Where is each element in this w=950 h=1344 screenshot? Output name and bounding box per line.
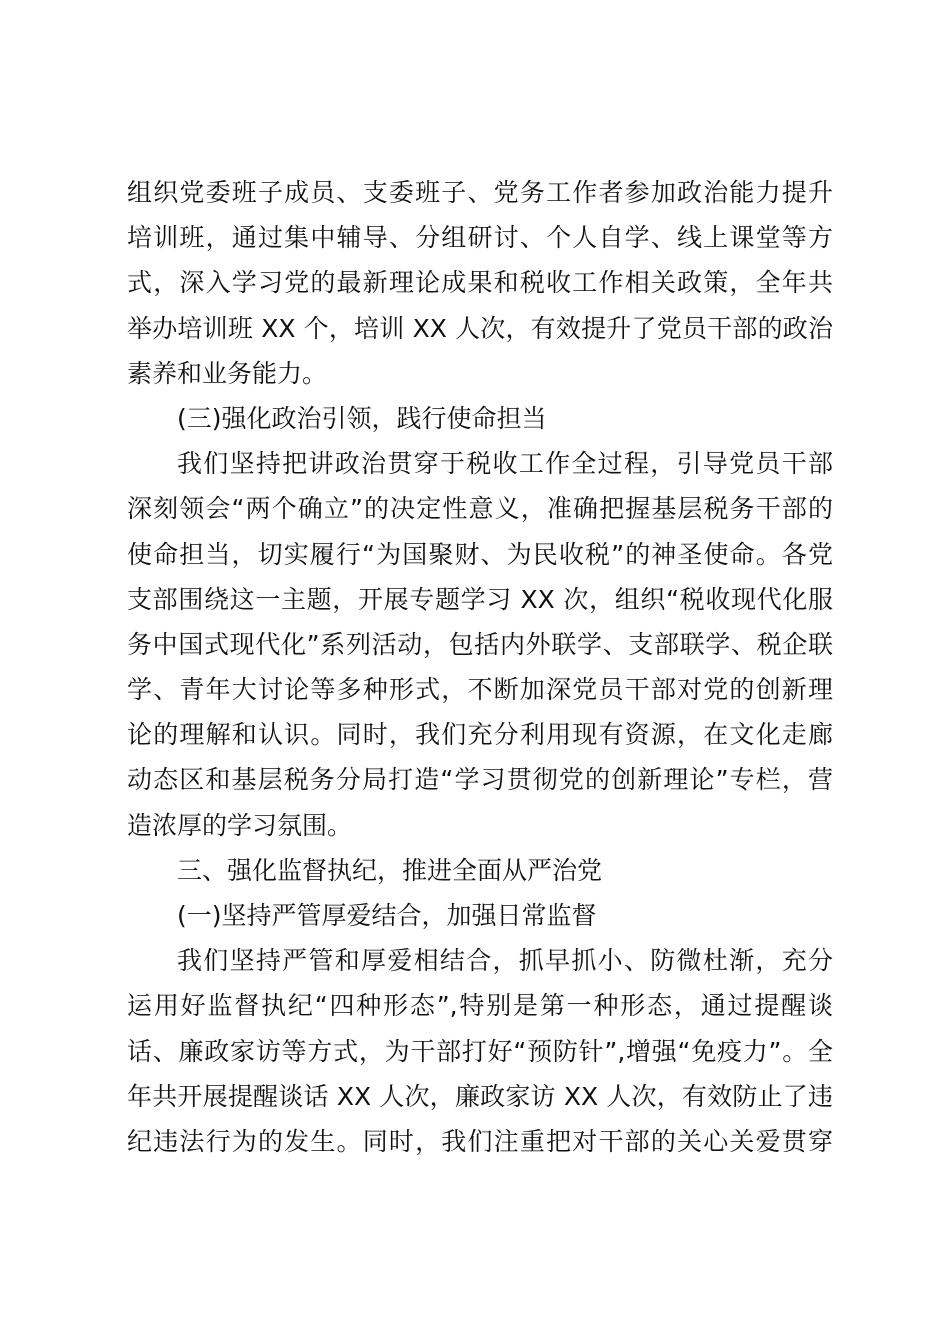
paragraph-line: 深刻领会“两个确立”的决定性意义，准确把握基层税务干部的 — [127, 494, 833, 524]
paragraph-line: 我们坚持把讲政治贯穿于税收工作全过程，引导党员干部 — [177, 449, 833, 479]
chapter-heading: 三、强化监督执纪，推进全面从严治党 — [177, 855, 603, 885]
paragraph-line: 纪违法行为的发生。同时，我们注重把对干部的关心关爱贯穿 — [127, 1126, 833, 1156]
paragraph-line: 支部围绕这一主题，开展专题学习 XX 次，组织“税收现代化服 — [127, 584, 833, 614]
paragraph-line: 造浓厚的学习氛围。 — [127, 810, 353, 840]
paragraph-line: 年共开展提醒谈话 XX 人次，廉政家访 XX 人次，有效防止了违 — [127, 1081, 833, 1111]
paragraph-line: 务中国式现代化”系列活动，包括内外联学、支部联学、税企联 — [127, 629, 833, 659]
paragraph-line: 使命担当，切实履行“为国聚财、为民收税”的神圣使命。各党 — [127, 539, 833, 569]
paragraph-line: 组织党委班子成员、支委班子、党务工作者参加政治能力提升 — [127, 178, 833, 207]
paragraph-line: 话、廉政家访等方式，为干部打好“预防针”,增强“免疫力”。全 — [127, 1036, 833, 1066]
document-body — [127, 170, 833, 1164]
paragraph-line: 学、青年大讨论等多种形式，不断加深党员干部对党的创新理 — [127, 675, 833, 705]
paragraph-line: 举办培训班 XX 个，培训 XX 人次，有效提升了党员干部的政治 — [127, 313, 833, 343]
paragraph-line: 我们坚持严管和厚爱相结合，抓早抓小、防微杜渐，充分 — [177, 946, 833, 976]
paragraph-line: 式，深入学习党的最新理论成果和税收工作相关政策，全年共 — [127, 268, 833, 298]
paragraph-line: 论的理解和认识。同时，我们充分利用现有资源，在文化走廊 — [127, 720, 833, 750]
section-heading: (三)强化政治引领，践行使命担当 — [177, 403, 547, 433]
paragraph-line: 运用好监督执纪“四种形态”,特别是第一种形态，通过提醒谈 — [127, 991, 833, 1021]
section-heading: (一)坚持严管厚爱结合，加强日常监督 — [177, 901, 597, 930]
paragraph-line: 培训班，通过集中辅导、分组研讨、个人自学、线上课堂等方 — [127, 223, 833, 253]
paragraph-line: 动态区和基层税务分局打造“学习贯彻党的创新理论”专栏，营 — [127, 765, 833, 795]
paragraph-line: 素养和业务能力。 — [127, 358, 328, 388]
